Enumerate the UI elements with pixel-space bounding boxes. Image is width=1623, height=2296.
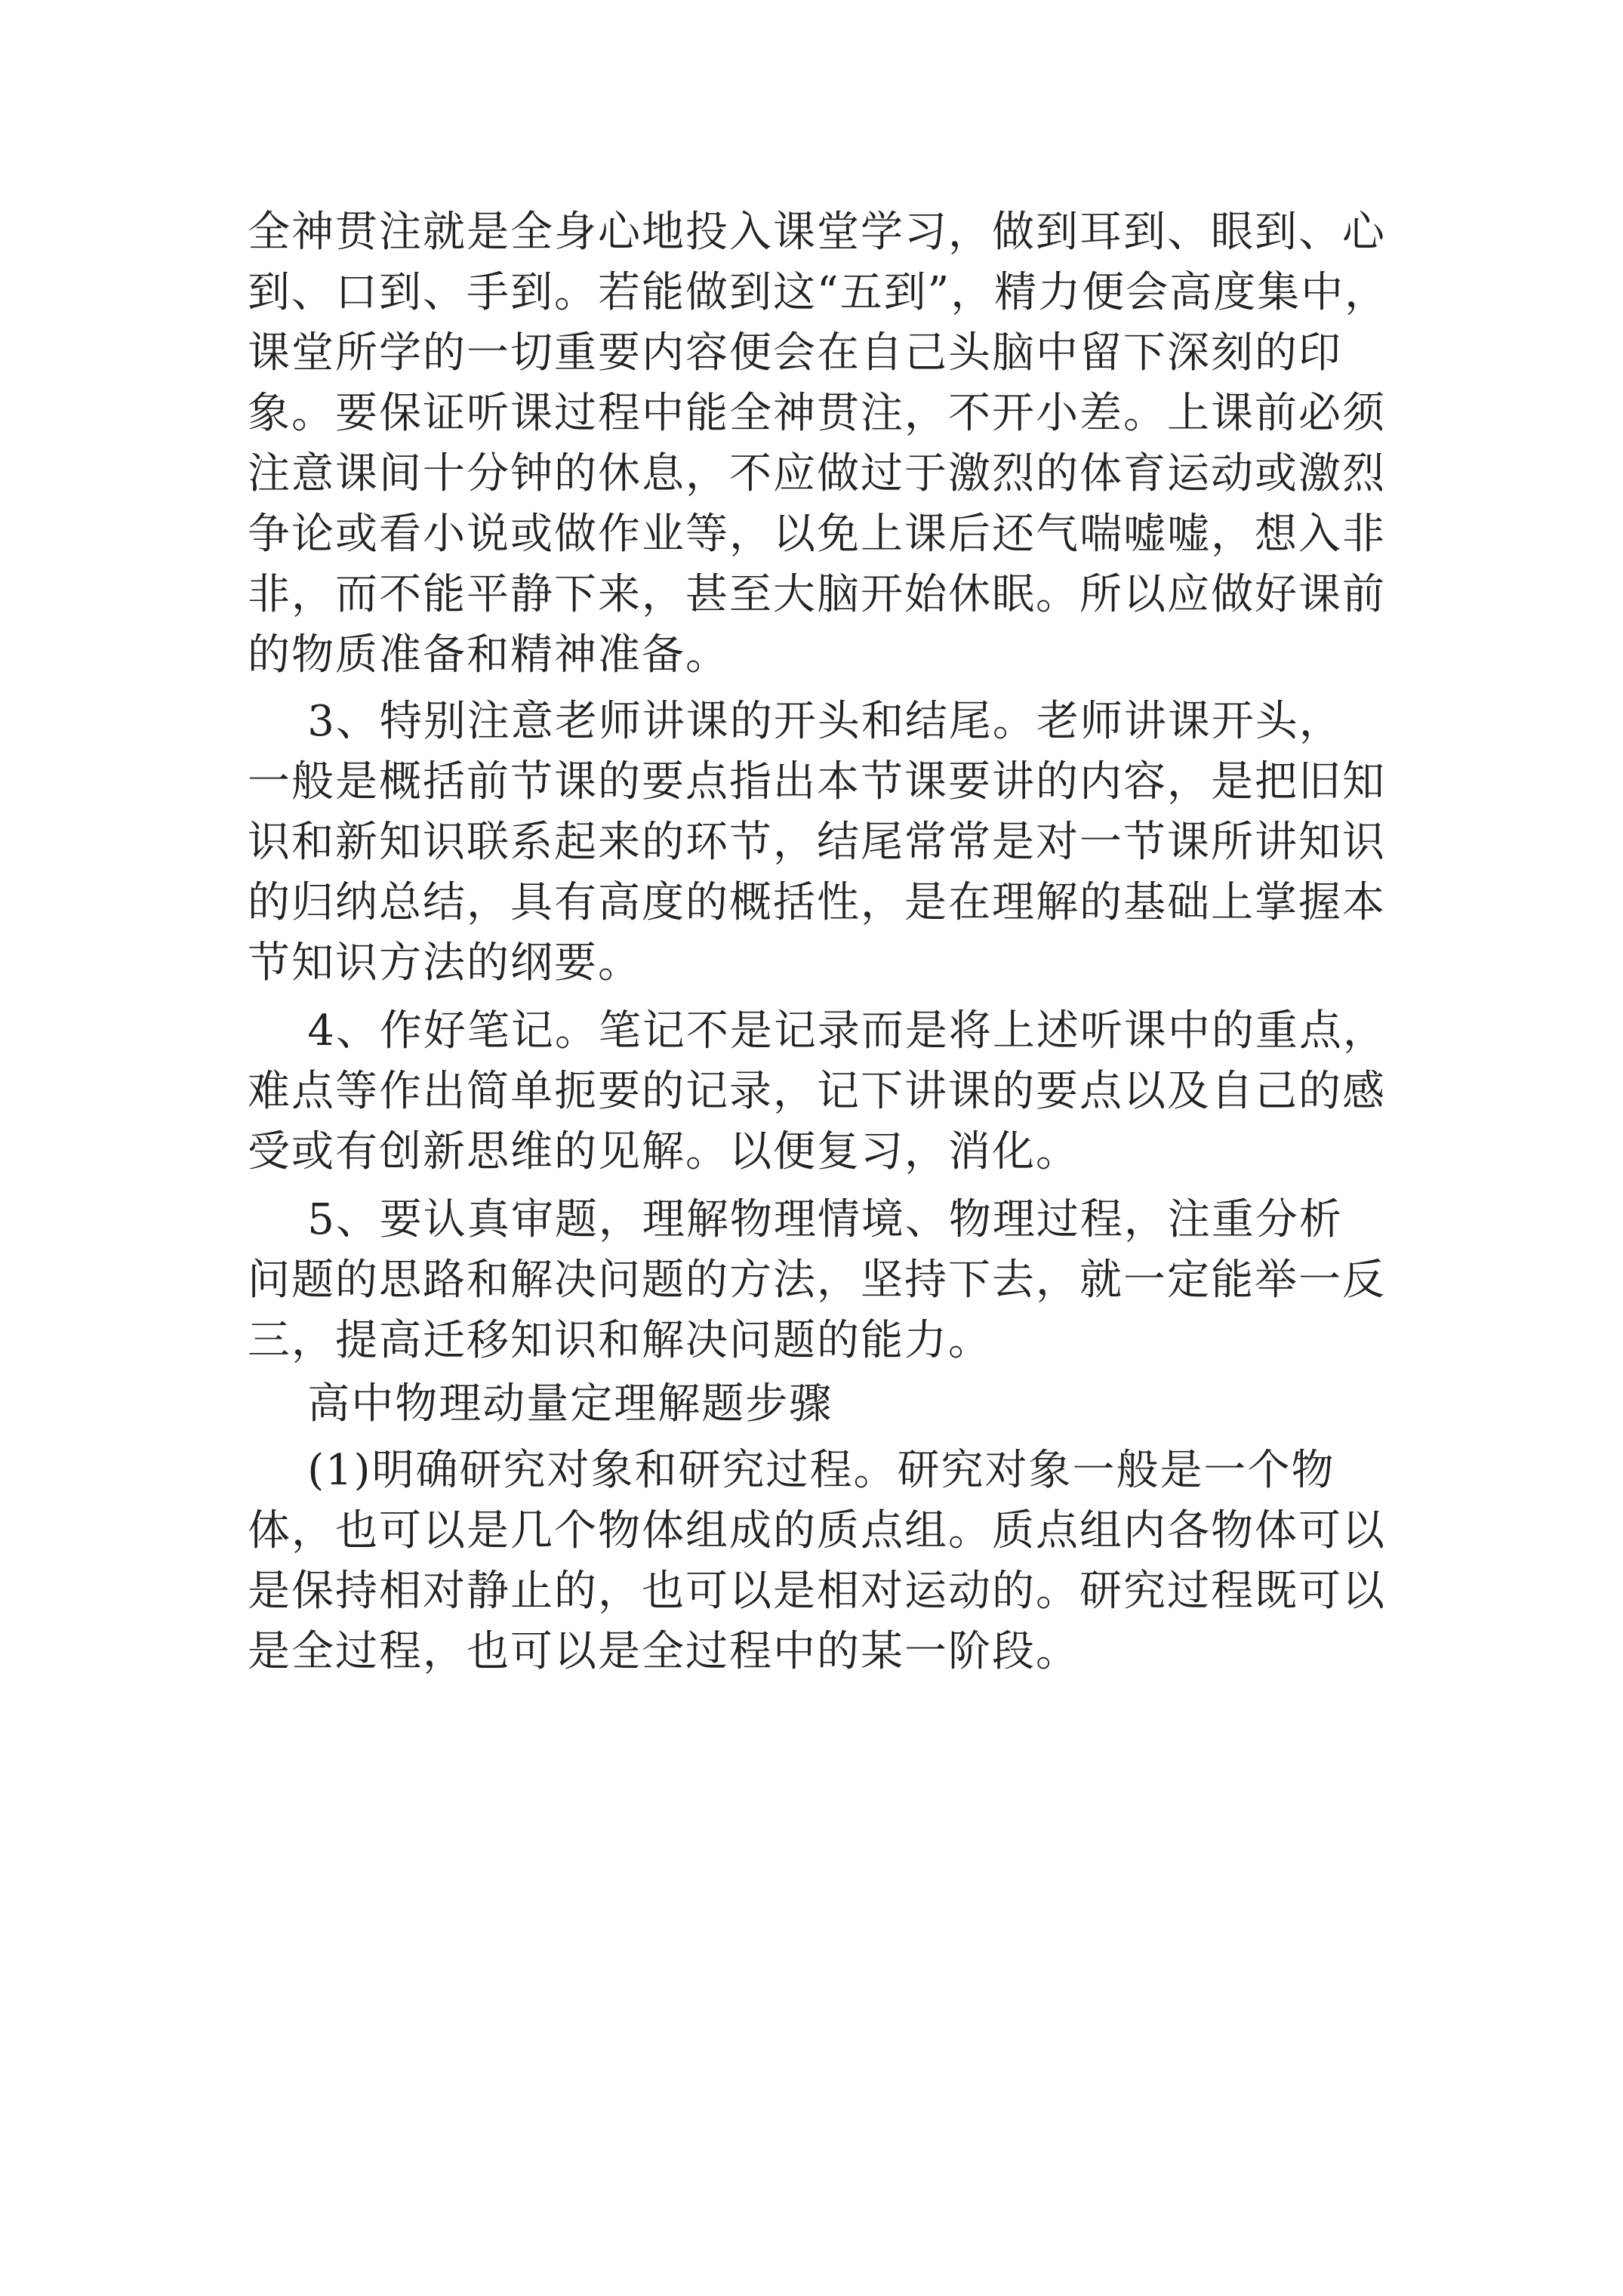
text-line: 全神贯注就是全身心地投入课堂学习，做到耳到、眼到、心 <box>248 208 1386 257</box>
text-line: 是全过程，也可以是全过程中的某一阶段。 <box>248 1627 1079 1676</box>
text-line: 争论或看小说或做作业等，以免上课后还气喘嘘嘘，想入非 <box>248 510 1386 559</box>
text-line: 的物质准备和精神准备。 <box>248 630 729 680</box>
text-line: 受或有创新思维的见解。以便复习，消化。 <box>248 1127 1079 1176</box>
text-line: 课堂所学的一切重要内容便会在自己头脑中留下深刻的印 <box>248 328 1342 378</box>
text-line: 5、要认真审题，理解物理情境、物理过程，注重分析 <box>248 1195 1343 1244</box>
text-line: 注意课间十分钟的休息，不应做过于激烈的体育运动或激烈 <box>248 449 1386 498</box>
text-line: 节知识方法的纲要。 <box>248 938 642 988</box>
text-line: 非，而不能平静下来，甚至大脑开始休眠。所以应做好课前 <box>248 570 1386 619</box>
text-line: 难点等作出简单扼要的记录，记下讲课的要点以及自己的感 <box>248 1067 1386 1116</box>
text-line: 识和新知识联系起来的环节，结尾常常是对一节课所讲知识 <box>248 818 1386 867</box>
text-line: (1)明确研究对象和研究过程。研究对象一般是一个物 <box>248 1446 1335 1495</box>
text-line: 4、作好笔记。笔记不是记录而是将上述听课中的重点， <box>248 1006 1387 1056</box>
text-line: 体，也可以是几个物体组成的质点组。质点组内各物体可以 <box>248 1506 1386 1555</box>
text-line: 3、特别注意老师讲课的开头和结尾。老师讲课开头， <box>248 697 1343 746</box>
text-line: 象。要保证听课过程中能全神贯注，不开小差。上课前必须 <box>248 389 1386 438</box>
text-line: 一般是概括前节课的要点指出本节课要讲的内容，是把旧知 <box>248 757 1386 806</box>
text-line: 的归纳总结，具有高度的概括性，是在理解的基础上掌握本 <box>248 878 1386 927</box>
text-line: 三，提高迁移知识和解决问题的能力。 <box>248 1316 992 1365</box>
text-line: 问题的思路和解决问题的方法，坚持下去，就一定能举一反 <box>248 1256 1386 1305</box>
text-line: 是保持相对静止的，也可以是相对运动的。研究过程既可以 <box>248 1567 1386 1616</box>
text-line: 高中物理动量定理解题步骤 <box>248 1379 833 1428</box>
text-line: 到、口到、手到。若能做到这“五到”，精力便会高度集中， <box>248 268 1389 317</box>
